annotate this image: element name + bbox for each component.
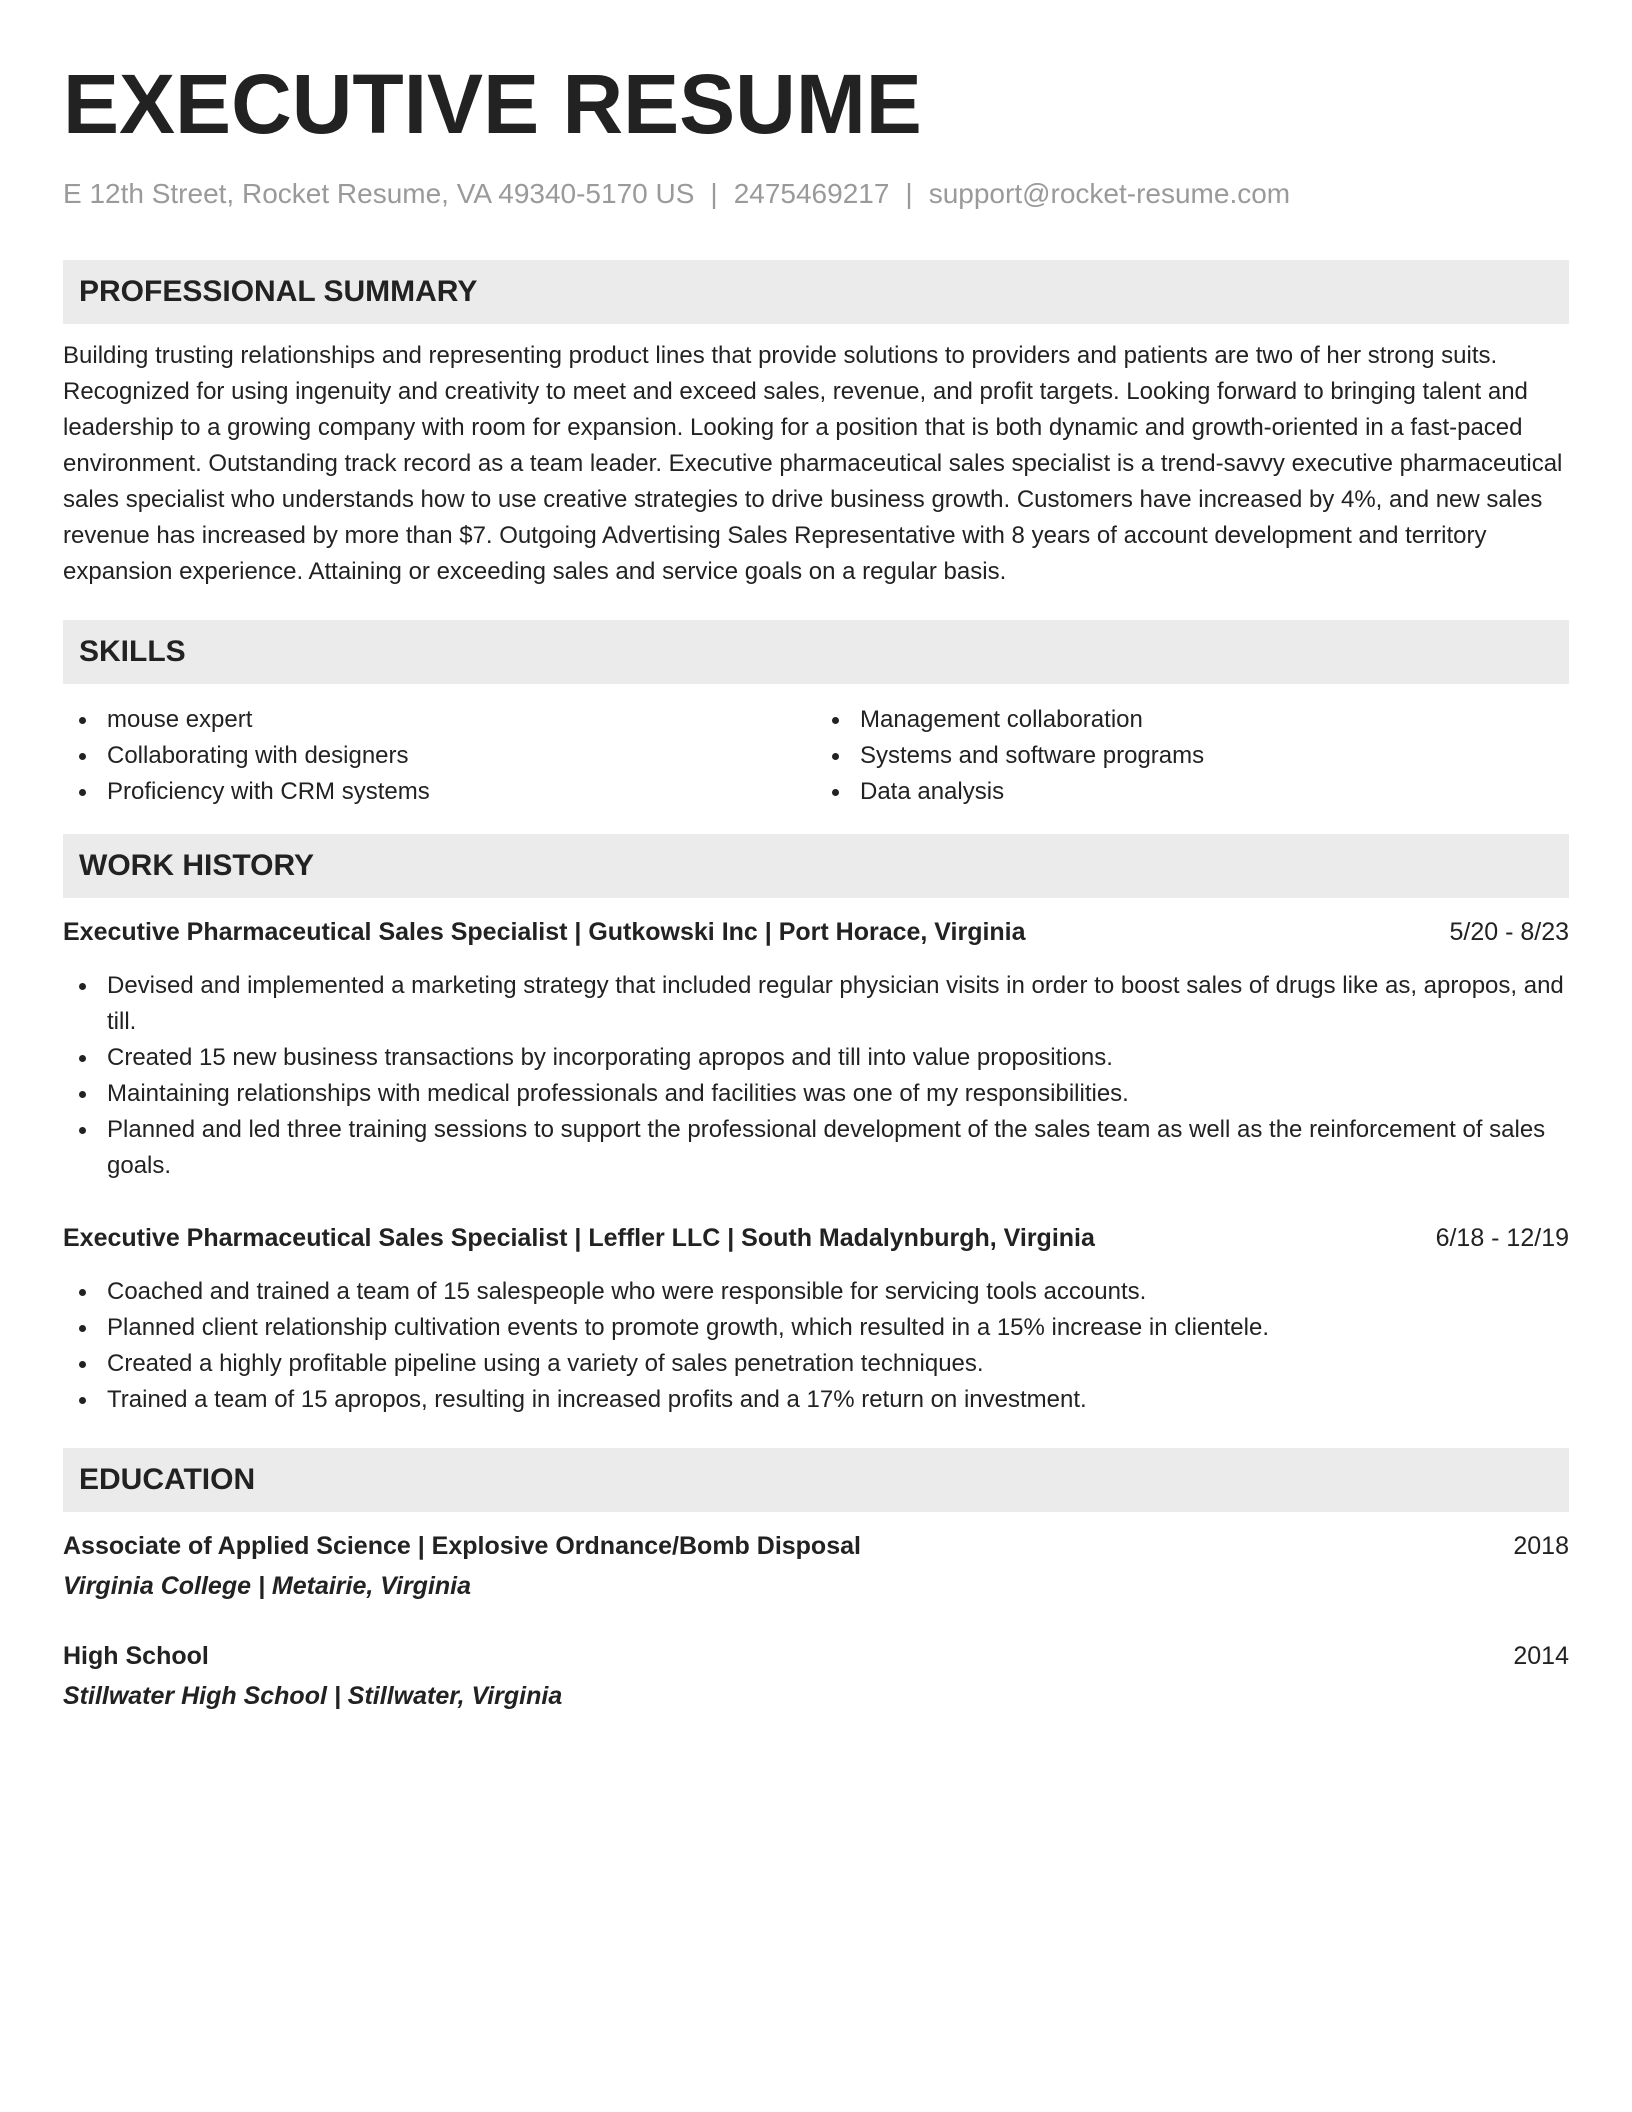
resume-title: EXECUTIVE RESUME — [63, 57, 922, 151]
skill-item: Proficiency with CRM systems — [63, 774, 816, 810]
education-header — [63, 1528, 1569, 1564]
skill-item: mouse expert — [63, 702, 816, 738]
job-header — [63, 1220, 1569, 1256]
skill-item: Data analysis — [816, 774, 1569, 810]
contact-email: support@rocket-resume.com — [928, 178, 1291, 209]
education-year: 2014 — [1513, 1642, 1569, 1670]
job-bullet: Maintaining relationships with medical professionals and facilities was one of my responsibilities. — [63, 1076, 1569, 1112]
contact-phone: 2475469217 — [733, 178, 890, 209]
job-bullet: Created 15 new business transactions by incorporating apropos and till into value propositions. — [63, 1040, 1569, 1076]
education-year: 2018 — [1513, 1532, 1569, 1560]
job-bullet: Coached and trained a team of 15 salespeople who were responsible for servicing tools accounts. — [63, 1274, 1569, 1310]
section-heading-skills: SKILLS — [63, 620, 1569, 684]
section-heading-summary: PROFESSIONAL SUMMARY — [63, 260, 1569, 324]
job-dates: 5/20 - 8/23 — [1449, 918, 1569, 946]
job-title: Executive Pharmaceutical Sales Specialist | Gutkowski Inc | Port Horace, Virginia — [63, 918, 1026, 946]
job-entry — [63, 1220, 1569, 1418]
job-dates: 6/18 - 12/19 — [1435, 1224, 1569, 1252]
skills-column-right — [816, 702, 1569, 810]
job-header — [63, 914, 1569, 950]
education-header — [63, 1638, 1569, 1674]
section-heading-work-history: WORK HISTORY — [63, 834, 1569, 898]
job-bullet: Trained a team of 15 apropos, resulting in increased profits and a 17% return on investment. — [63, 1382, 1569, 1418]
job-bullet: Planned and led three training sessions to support the professional development of the sales team as well as the reinforcement of sales goals. — [63, 1112, 1569, 1184]
education-degree: Associate of Applied Science | Explosive Ordnance/Bomb Disposal — [63, 1532, 861, 1560]
education-school: Stillwater High School | Stillwater, Virginia — [63, 1682, 563, 1710]
contact-separator: | — [905, 178, 913, 209]
education-school: Virginia College | Metairie, Virginia — [63, 1572, 472, 1600]
job-bullet: Created a highly profitable pipeline using a variety of sales penetration techniques. — [63, 1346, 1569, 1382]
skill-item: Management collaboration — [816, 702, 1569, 738]
contact-address: E 12th Street, Rocket Resume, VA 49340-5170 US — [63, 178, 695, 209]
skills-list — [63, 702, 1569, 810]
contact-line — [63, 176, 1569, 212]
skill-item: Collaborating with designers — [63, 738, 816, 774]
skill-item: Systems and software programs — [816, 738, 1569, 774]
job-bullet: Planned client relationship cultivation events to promote growth, which resulted in a 15% increase in clientele. — [63, 1310, 1569, 1346]
job-bullets — [63, 1274, 1569, 1418]
summary-text: Building trusting relationships and representing product lines that provide solutions to providers and patients are two of her strong suits. Recognized for using ingenuity and creativity to meet and exceed sales, revenue, and profit targets. Looking forward to bringing talent and leadership to a growing company with room for expansion. Looking for a position that is both dynamic and growth-oriented in a fast-paced environment. Outstanding track record as a team leader. Executive pharmaceutical sales specialist is a trend-savvy executive pharmaceutical sales specialist who understands how to use creative strategies to drive business growth. Customers have increased by 4%, and new sales revenue has increased by more than $7. Outgoing Advertising Sales Representative with 8 years of account development and territory expansion experience. Attaining or exceeding sales and service goals on a regular basis. — [63, 342, 1563, 585]
job-bullets — [63, 968, 1569, 1184]
education-degree: High School — [63, 1642, 209, 1670]
contact-separator: | — [710, 178, 718, 209]
section-heading-education: EDUCATION — [63, 1448, 1569, 1512]
job-bullet: Devised and implemented a marketing strategy that included regular physician visits in order to boost sales of drugs like as, apropos, and till. — [63, 968, 1569, 1040]
job-title: Executive Pharmaceutical Sales Specialist | Leffler LLC | South Madalynburgh, Virginia — [63, 1224, 1095, 1252]
education-entry — [63, 1638, 1569, 1714]
job-entry — [63, 914, 1569, 1184]
education-entry — [63, 1528, 1569, 1604]
skills-column-left — [63, 702, 816, 810]
